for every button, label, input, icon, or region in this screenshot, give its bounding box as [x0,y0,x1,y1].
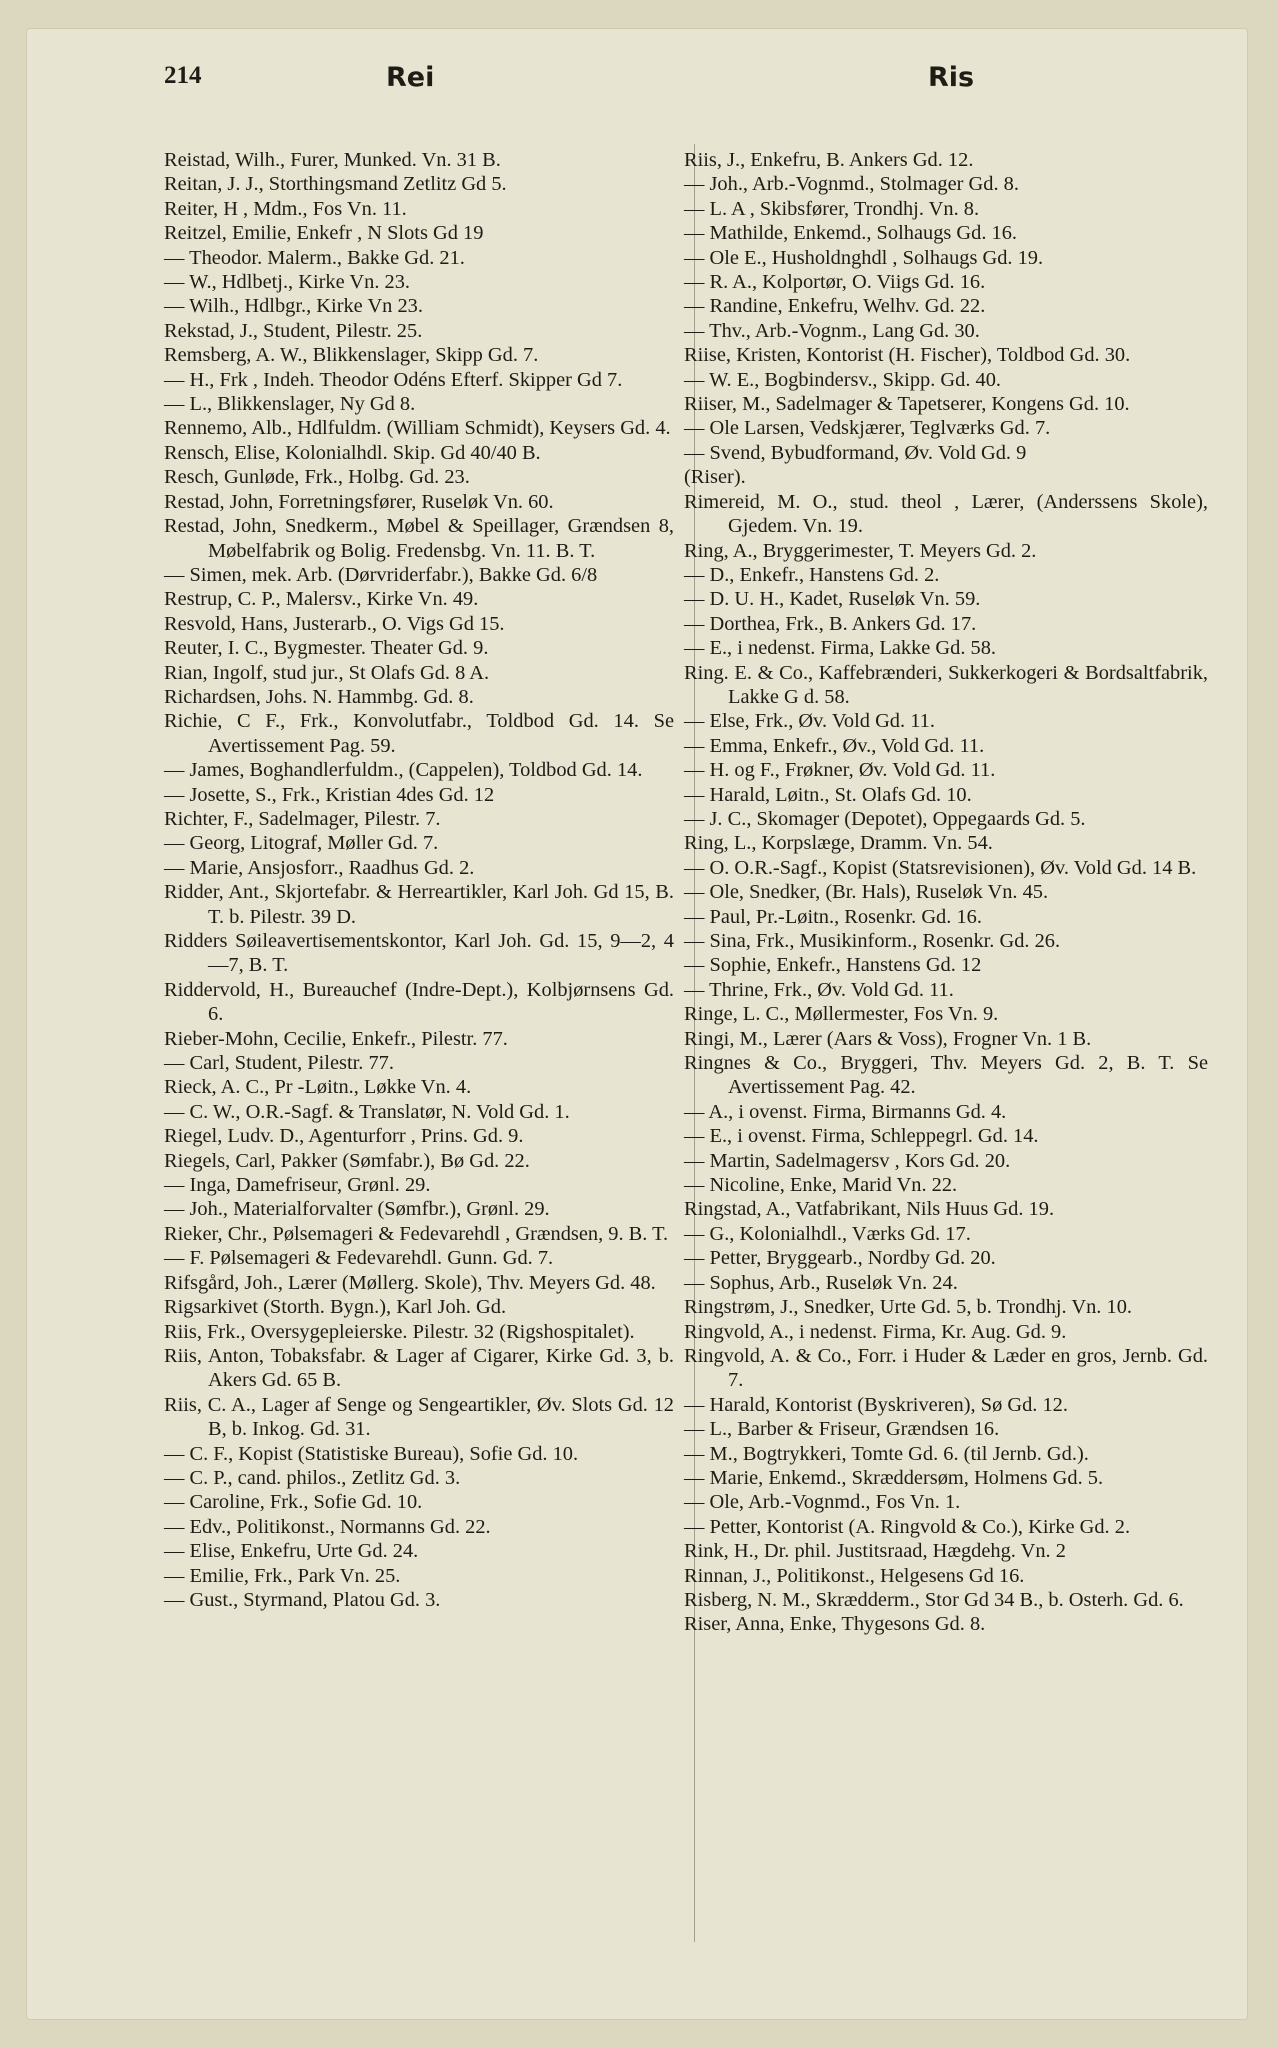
directory-entry: Riis, Anton, Tobaksfabr. & Lager af Cigarer, Kirke Gd. 3, b. Akers Gd. 65 B. [164,1344,674,1392]
directory-entry: Rink, H., Dr. phil. Justitsraad, Hægdehg. Vn. 2 [684,1540,1066,1563]
directory-entry: — Else, Frk., Øv. Vold Gd. 11. [684,710,935,733]
directory-entry: — Theodor. Malerm., Bakke Gd. 21. [164,246,465,269]
directory-entry: — Emma, Enkefr., Øv., Vold Gd. 11. [684,734,985,757]
directory-entry: Rieck, A. C., Pr -Løitn., Løkke Vn. 4. [164,1076,472,1099]
directory-entry: — Ole E., Husholdnghdl , Solhaugs Gd. 19. [684,246,1044,269]
directory-entry: — D., Enkefr., Hanstens Gd. 2. [684,563,940,586]
directory-entry: — H., Frk , Indeh. Theodor Odéns Efterf. Skipper Gd 7. [164,368,623,391]
directory-entry: Riis, C. A., Lager af Senge og Sengeartikler, Øv. Slots Gd. 12 B, b. Inkog. Gd. 31. [164,1393,674,1441]
directory-entry: — Josette, S., Frk., Kristian 4des Gd. 12 [164,783,495,806]
directory-entry: Rian, Ingolf, stud jur., St Olafs Gd. 8 A. [164,661,490,684]
directory-entry: — Emilie, Frk., Park Vn. 25. [164,1564,401,1587]
directory-entry: Ring, A., Bryggerimester, T. Meyers Gd. 2. [684,539,1037,562]
directory-entry: Riiser, M., Sadelmager & Tapetserer, Kongens Gd. 10. [684,393,1130,416]
directory-entry: — E., i nedenst. Firma, Lakke Gd. 58. [684,637,997,660]
directory-entry: — Svend, Bybudformand, Øv. Vold Gd. 9 [684,441,1027,464]
directory-entry: Ringi, M., Lærer (Aars & Voss), Frogner Vn. 1 B. [684,1027,1092,1050]
right-catchword: Ris [928,62,975,93]
directory-entry: — R. A., Kolportør, O. Viigs Gd. 16. [684,271,986,294]
directory-entry: — Petter, Bryggearb., Nordby Gd. 20. [684,1247,996,1270]
directory-entry: Richter, F., Sadelmager, Pilestr. 7. [164,807,441,830]
directory-entry: Restrup, C. P., Malersv., Kirke Vn. 49. [164,588,479,611]
directory-entry: Richardsen, Johs. N. Hammbg. Gd. 8. [164,685,474,708]
directory-entry: Riis, Frk., Oversygepleierske. Pilestr. 32 (Rigshospitalet). [164,1320,635,1343]
directory-entry: Resvold, Hans, Justerarb., O. Vigs Gd 15. [164,612,505,635]
directory-entry: Riise, Kristen, Kontorist (H. Fischer), Toldbod Gd. 30. [684,344,1131,367]
directory-entry: — Georg, Litograf, Møller Gd. 7. [164,832,439,855]
directory-entry: — A., i ovenst. Firma, Birmanns Gd. 4. [684,1100,1007,1123]
directory-entry: — Wilh., Hdlbgr., Kirke Vn 23. [164,295,423,318]
directory-entry: — F. Pølsemageri & Fedevarehdl. Gunn. Gd. 7. [164,1247,554,1270]
directory-entry: — Randine, Enkefru, Welhv. Gd. 22. [684,295,986,318]
directory-entry: (Riser). [684,466,746,489]
directory-entry: — H. og F., Frøkner, Øv. Vold Gd. 11. [684,759,996,782]
directory-entry: — Martin, Sadelmagersv , Kors Gd. 20. [684,1149,1011,1172]
directory-entry: — Joh., Arb.-Vognmd., Stolmager Gd. 8. [684,173,1019,196]
directory-entry: Ridder, Ant., Skjortefabr. & Herreartikler, Karl Joh. Gd 15, B. T. b. Pilestr. 39 D. [164,881,674,928]
directory-entry: — G., Kolonialhdl., Værks Gd. 17. [684,1222,971,1245]
directory-entry: — W. E., Bogbindersv., Skipp. Gd. 40. [684,368,1002,391]
directory-entry: Resch, Gunløde, Frk., Holbg. Gd. 23. [164,466,470,489]
directory-entry: — L., Barber & Friseur, Grændsen 16. [684,1418,1000,1441]
directory-entry: — Caroline, Frk., Sofie Gd. 10. [164,1491,423,1514]
directory-entry: Rieker, Chr., Pølsemageri & Fedevarehdl , Grændsen, 9. B. T. [164,1222,669,1245]
directory-entry: Restad, John, Snedkerm., Møbel & Speillager, Grændsen 8, Møbelfabrik og Bolig. Fredensbg. Vn. 11. B. T. [164,515,674,562]
directory-entry: — Harald, Kontorist (Byskriveren), Sø Gd. 12. [684,1393,1068,1416]
directory-entry: Ringstrøm, J., Snedker, Urte Gd. 5, b. Trondhj. Vn. 10. [684,1296,1132,1319]
directory-entry: Reitzel, Emilie, Enkefr , N Slots Gd 19 [164,222,484,245]
directory-entry: — M., Bogtrykkeri, Tomte Gd. 6. (til Jernb. Gd.). [684,1442,1089,1465]
directory-entry: Risberg, N. M., Skrædderm., Stor Gd 34 B., b. Osterh. Gd. 6. [684,1588,1184,1611]
directory-entry: Ringstad, A., Vatfabrikant, Nils Huus Gd. 19. [684,1198,1055,1221]
directory-entry: — Thrine, Frk., Øv. Vold Gd. 11. [684,978,954,1001]
directory-entry: Remsberg, A. W., Blikkenslager, Skipp Gd. 7. [164,344,539,367]
directory-entry: Ringe, L. C., Møllermester, Fos Vn. 9. [684,1003,999,1026]
directory-entry: — W., Hdlbetj., Kirke Vn. 23. [164,271,411,294]
directory-entry: — Petter, Kontorist (A. Ringvold & Co.), Kirke Gd. 2. [684,1515,1131,1538]
directory-entry: — Marie, Ansjosforr., Raadhus Gd. 2. [164,856,475,879]
directory-entry: Rimereid, M. O., stud. theol , Lærer, (Anderssens Skole), Gjedem. Vn. 19. [684,490,1208,538]
directory-entry: Riegels, Carl, Pakker (Sømfabr.), Bø Gd. 22. [164,1149,530,1172]
directory-entry: — Harald, Løitn., St. Olafs Gd. 10. [684,783,972,806]
directory-entry: — Carl, Student, Pilestr. 77. [164,1052,394,1075]
directory-entry: — C. P., cand. philos., Zetlitz Gd. 3. [164,1466,461,1489]
directory-entry: — Inga, Damefriseur, Grønl. 29. [164,1174,431,1197]
directory-entry: Reistad, Wilh., Furer, Munked. Vn. 31 B. [164,149,501,171]
directory-entry: Ringvold, A. & Co., Forr. i Huder & Læder en gros, Jernb. Gd. 7. [684,1344,1208,1392]
directory-entry: — Marie, Enkemd., Skræddersøm, Holmens Gd. 5. [684,1466,1104,1489]
directory-entry: — D. U. H., Kadet, Ruseløk Vn. 59. [684,588,981,611]
directory-entry: — Ole Larsen, Vedskjærer, Teglværks Gd. 7. [684,417,1051,440]
directory-entry: — Gust., Styrmand, Platou Gd. 3. [164,1588,441,1611]
directory-entry: — C. F., Kopist (Statistiske Bureau), Sofie Gd. 10. [164,1442,579,1465]
directory-entry: — James, Boghandlerfuldm., (Cappelen), Toldbod Gd. 14. [164,759,643,782]
directory-entry: — Sophus, Arb., Ruseløk Vn. 24. [684,1271,958,1294]
directory-entry: Rekstad, J., Student, Pilestr. 25. [164,319,423,342]
directory-entry: — Sina, Frk., Musikinform., Rosenkr. Gd. 26. [684,930,1061,952]
directory-entry: — J. C., Skomager (Depotet), Oppegaards Gd. 5. [684,807,1086,830]
left-catchword: Rei [386,62,435,93]
directory-entry: Riddervold, H., Bureauchef (Indre-Dept.), Kolbjørnsens Gd. 6. [164,978,674,1026]
left-column [164,148,674,1612]
directory-entry: — Paul, Pr.-Løitn., Rosenkr. Gd. 16. [684,905,982,928]
directory-entry: Ring, L., Korpslæge, Dramm. Vn. 54. [684,832,993,855]
directory-entry: Ringvold, A., i nedenst. Firma, Kr. Aug. Gd. 9. [684,1320,1067,1343]
directory-entry: Rinnan, J., Politikonst., Helgesens Gd 16. [684,1564,1025,1587]
directory-entry: — Sophie, Enkefr., Hanstens Gd. 12 [684,954,982,977]
directory-entry: — E., i ovenst. Firma, Schleppegrl. Gd. 14. [684,1125,1039,1148]
directory-entry: Rensch, Elise, Kolonialhdl. Skip. Gd 40/40 B. [164,441,541,464]
directory-entry: Riegel, Ludv. D., Agenturforr , Prins. Gd. 9. [164,1125,524,1148]
page-number: 214 [164,62,202,89]
directory-entry: — L., Blikkenslager, Ny Gd 8. [164,393,416,416]
directory-entry: — Simen, mek. Arb. (Dørvriderfabr.), Bakke Gd. 6/8 [164,563,598,586]
directory-entry: Reuter, I. C., Bygmester. Theater Gd. 9. [164,637,489,660]
directory-entry: Reitan, J. J., Storthingsmand Zetlitz Gd 5. [164,173,507,196]
directory-entry: Richie, C F., Frk., Konvolutfabr., Toldbod Gd. 14. Se Avertissement Pag. 59. [164,710,674,757]
directory-entry: — Dorthea, Frk., B. Ankers Gd. 17. [684,612,977,635]
directory-entry: Rifsgård, Joh., Lærer (Møllerg. Skole), Thv. Meyers Gd. 48. [164,1271,656,1294]
directory-entry: Rieber-Mohn, Cecilie, Enkefr., Pilestr. 77. [164,1027,508,1050]
directory-entry: — Ole, Arb.-Vognmd., Fos Vn. 1. [684,1491,961,1514]
directory-entry: — Joh., Materialforvalter (Sømfbr.), Grønl. 29. [164,1198,550,1221]
directory-entry: Ring. E. & Co., Kaffebrænderi, Sukkerkogeri & Bordsaltfabrik, Lakke G d. 58. [684,661,1208,708]
directory-entry: Riser, Anna, Enke, Thygesons Gd. 8. [684,1613,986,1636]
directory-entry: Ridders Søileavertisementskontor, Karl Joh. Gd. 15, 9—2, 4—7, B. T. [164,930,674,977]
directory-entry: — Mathilde, Enkemd., Solhaugs Gd. 16. [684,222,1018,245]
directory-entry: Ringnes & Co., Bryggeri, Thv. Meyers Gd. 2, B. T. Se Avertissement Pag. 42. [684,1052,1208,1099]
directory-entry: — Nicoline, Enke, Marid Vn. 22. [684,1174,958,1197]
directory-entry: — Ole, Snedker, (Br. Hals), Ruseløk Vn. 45. [684,881,1049,904]
directory-entry: Rigsarkivet (Storth. Bygn.), Karl Joh. Gd. [164,1296,507,1319]
directory-page [26,28,1248,2020]
directory-entry: — Thv., Arb.-Vognm., Lang Gd. 30. [684,319,980,342]
directory-entry: Rennemo, Alb., Hdlfuldm. (William Schmidt), Keysers Gd. 4. [164,417,671,440]
directory-entry: — O. O.R.-Sagf., Kopist (Statsrevisionen), Øv. Vold Gd. 14 B. [684,856,1197,879]
directory-entry: — C. W., O.R.-Sagf. & Translatør, N. Vold Gd. 1. [164,1100,570,1123]
directory-entry: Restad, John, Forretningsfører, Ruseløk Vn. 60. [164,490,554,513]
directory-entry: — L. A , Skibsfører, Trondhj. Vn. 8. [684,197,980,220]
directory-entry: Reiter, H , Mdm., Fos Vn. 11. [164,197,407,220]
directory-entry: — Edv., Politikonst., Normanns Gd. 22. [164,1515,491,1538]
right-column [684,148,1208,1637]
directory-entry: Riis, J., Enkefru, B. Ankers Gd. 12. [684,149,974,171]
directory-entry: — Elise, Enkefru, Urte Gd. 24. [164,1540,419,1563]
